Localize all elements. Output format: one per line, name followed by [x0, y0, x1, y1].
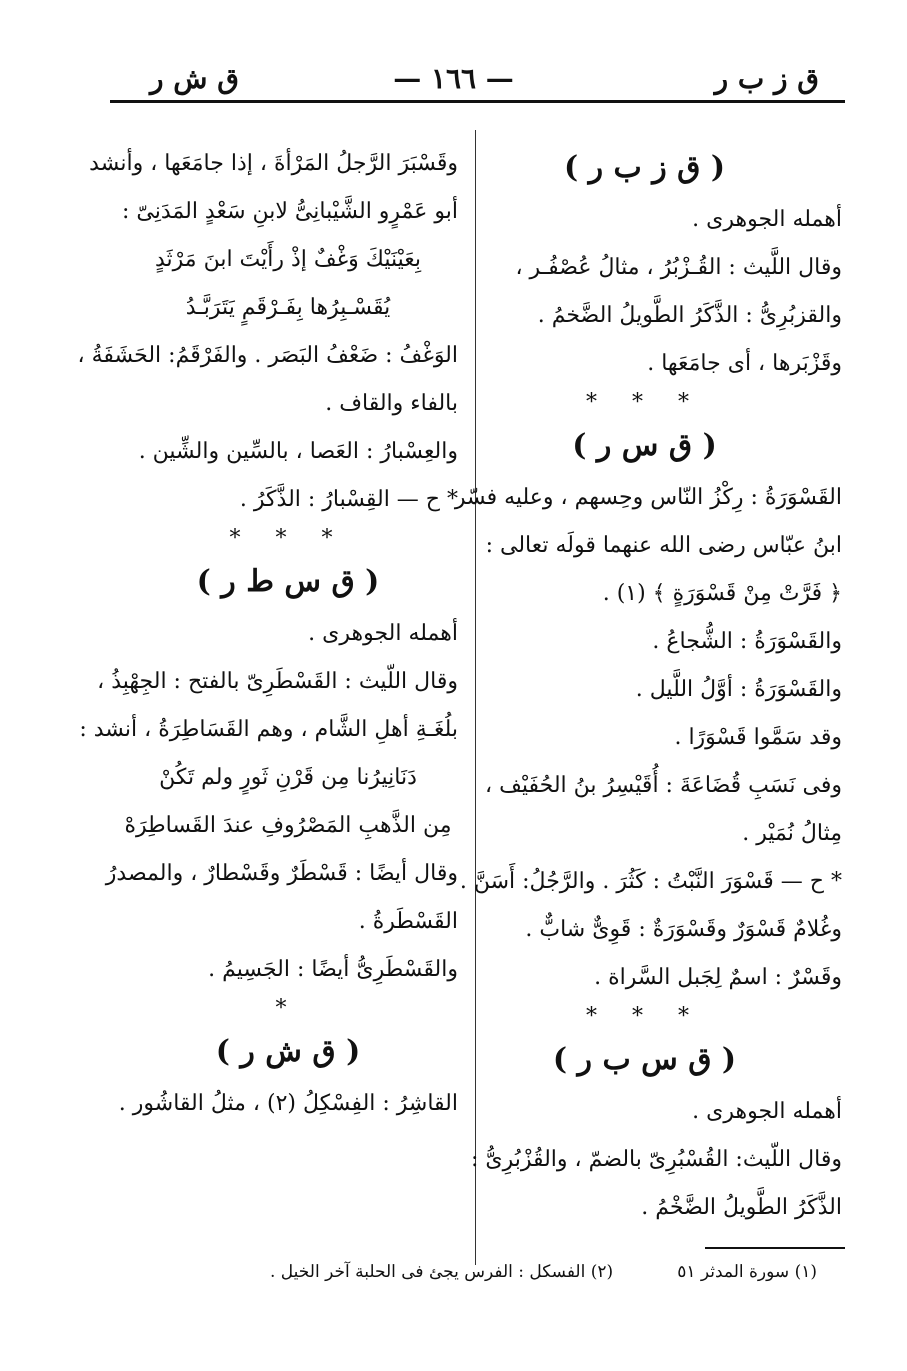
entry-heading: ( ق ز ب ر ) [563, 150, 726, 185]
text-line: القاشِرُ : الفِسْكِلُ (٢) ، مثلُ القاشُور . [118, 1091, 458, 1116]
entry-heading: ( ق س ب ر ) [552, 1042, 737, 1077]
text-line: وقال اللّيث : القَسْطَرِىّ بالفتح : الجِهْبِذُ ، [97, 669, 458, 694]
text-line: وقَسْبَرَ الرَّجلُ المَرْأةَ ، إذا جامَعَها ، وأنشد [89, 151, 458, 176]
text-line: أهمله الجوهرى . [692, 207, 842, 232]
page-number: — ١٦٦ — [393, 62, 514, 95]
text-line: والقزبُرِىُّ : الذَّكَرُ الطَّويلُ الضَّخمُ . [537, 303, 842, 328]
text-line: والعِسْبارُ : العَصا ، بالسِّين والشِّين . [138, 439, 458, 464]
text-line: الذَّكَرُ الطَّويلُ الضَّخْمُ . [641, 1195, 842, 1220]
text-line: القَسْطَرةُ . [358, 909, 458, 934]
left-column [77, 140, 458, 1250]
entry-heading: ( ق س ط ر ) [196, 564, 380, 599]
text-line: وقَزْبَرها ، أى جامَعَها . [647, 351, 842, 376]
text-line: والقَسْوَرَةُ : أوَّلُ اللَّيل . [635, 677, 842, 702]
text-line: ابنُ عبّاس رضى الله عنهما قولَه تعالى : [485, 533, 842, 558]
verse-line: دَنَانِيرُنا مِن قَرْنِ ثَورٍ ولم تَكُنْ [159, 765, 417, 790]
text-line: ﴿ فَرَّتْ مِنْ قَسْوَرَةٍ ﴾ (١) . [602, 581, 842, 606]
entry-heading: ( ق س ر ) [572, 428, 717, 463]
text-line: الوَغْفُ : ضَعْفُ البَصَر . والفَرْقَمُ: الحَشَفَةُ ، [77, 343, 458, 368]
section-separator: * * * [229, 526, 347, 551]
header-rule [110, 100, 845, 103]
text-line: أهمله الجوهرى . [692, 1099, 842, 1124]
text-line: أبو عَمْرٍو الشَّيْبانِىُّ لابنِ سَعْدٍ المَدَنِىّ : [121, 199, 458, 224]
section-separator: * * * [586, 390, 703, 415]
footnote-2: (٢) الفسكل : الفرس يجئ فى الحلبة آخر الخيل . [270, 1262, 614, 1282]
footnote-rule [705, 1247, 845, 1249]
right-column [447, 140, 842, 1250]
running-head-right: ق ز ب ر [714, 62, 819, 95]
text-line: وقال أيضًا : قَسْطَرٌ وقَسْطارٌ ، والمصدرُ [105, 861, 458, 886]
text-line: بالفاء والقاف . [325, 391, 458, 416]
section-separator: * * * [586, 1004, 703, 1029]
text-line: والقَسْوَرَةُ : الشُّجاعُ . [652, 629, 842, 654]
text-line: وقال اللَّيث : القُـزْبُرُ ، مثالُ عُصْفُـر ، [515, 255, 842, 280]
text-line: وقال اللّيث: القُسْبُرِىّ بالضمّ ، والقُزْبُرِىُّ : [470, 1147, 842, 1172]
text-line: أهمله الجوهرى . [308, 621, 458, 646]
entry-heading: ( ق ش ر ) [215, 1034, 361, 1069]
text-line: وفى نَسَبِ قُضَاعَةَ : أُقَيْسِرُ بنُ الحُفَيْف ، [485, 773, 842, 798]
verse-line: بِعَيْنَيْكَ وَغْفٌ إذْ رأَيْتَ ابنَ مَرْثَدٍ [154, 247, 421, 272]
text-line: * ح — القِسْبارُ : الذَّكَرُ . [239, 487, 458, 512]
text-line: وقَسْرٌ : اسمٌ لِجَبل السَّراة . [594, 965, 842, 990]
text-line: والقَسْطَرِىُّ أيضًا : الجَسِيمُ . [208, 957, 458, 982]
text-line: بلُغَـةِ أهلِ الشَّام ، وهم القَسَاطِرَةُ ، أنشد : [79, 717, 458, 742]
text-line: القَسْوَرَةُ : رِكْزُ النّاس وحِسهم ، وعليه فسّر [454, 485, 842, 510]
section-separator: * [275, 996, 301, 1021]
text-line: وقد سَمَّوا قَسْوَرًا . [674, 725, 842, 750]
text-line: * ح — قَسْوَرَ النَّبْتُ : كَثُرَ . والرَّجُلُ: أَسَنَّ . [459, 869, 842, 894]
verse-line: مِن الذَّهبِ المَصْرُوفِ عندَ القَساطِرَهْ [124, 813, 452, 838]
footnote-1: (١) سورة المدثر ٥١ [677, 1262, 817, 1282]
text-line: وغُلامٌ قَسْوَرٌ وقَسْوَرَةٌ : قَوِىٌّ شابٌّ . [525, 917, 842, 942]
text-line: مِثالُ نُمَيْر . [742, 821, 842, 846]
running-head-left: ق ش ر [150, 62, 239, 95]
verse-line: يُقَسْـبِرُها بِفَـرْقَمٍ يَتَرَبَّـدُ [185, 295, 391, 320]
